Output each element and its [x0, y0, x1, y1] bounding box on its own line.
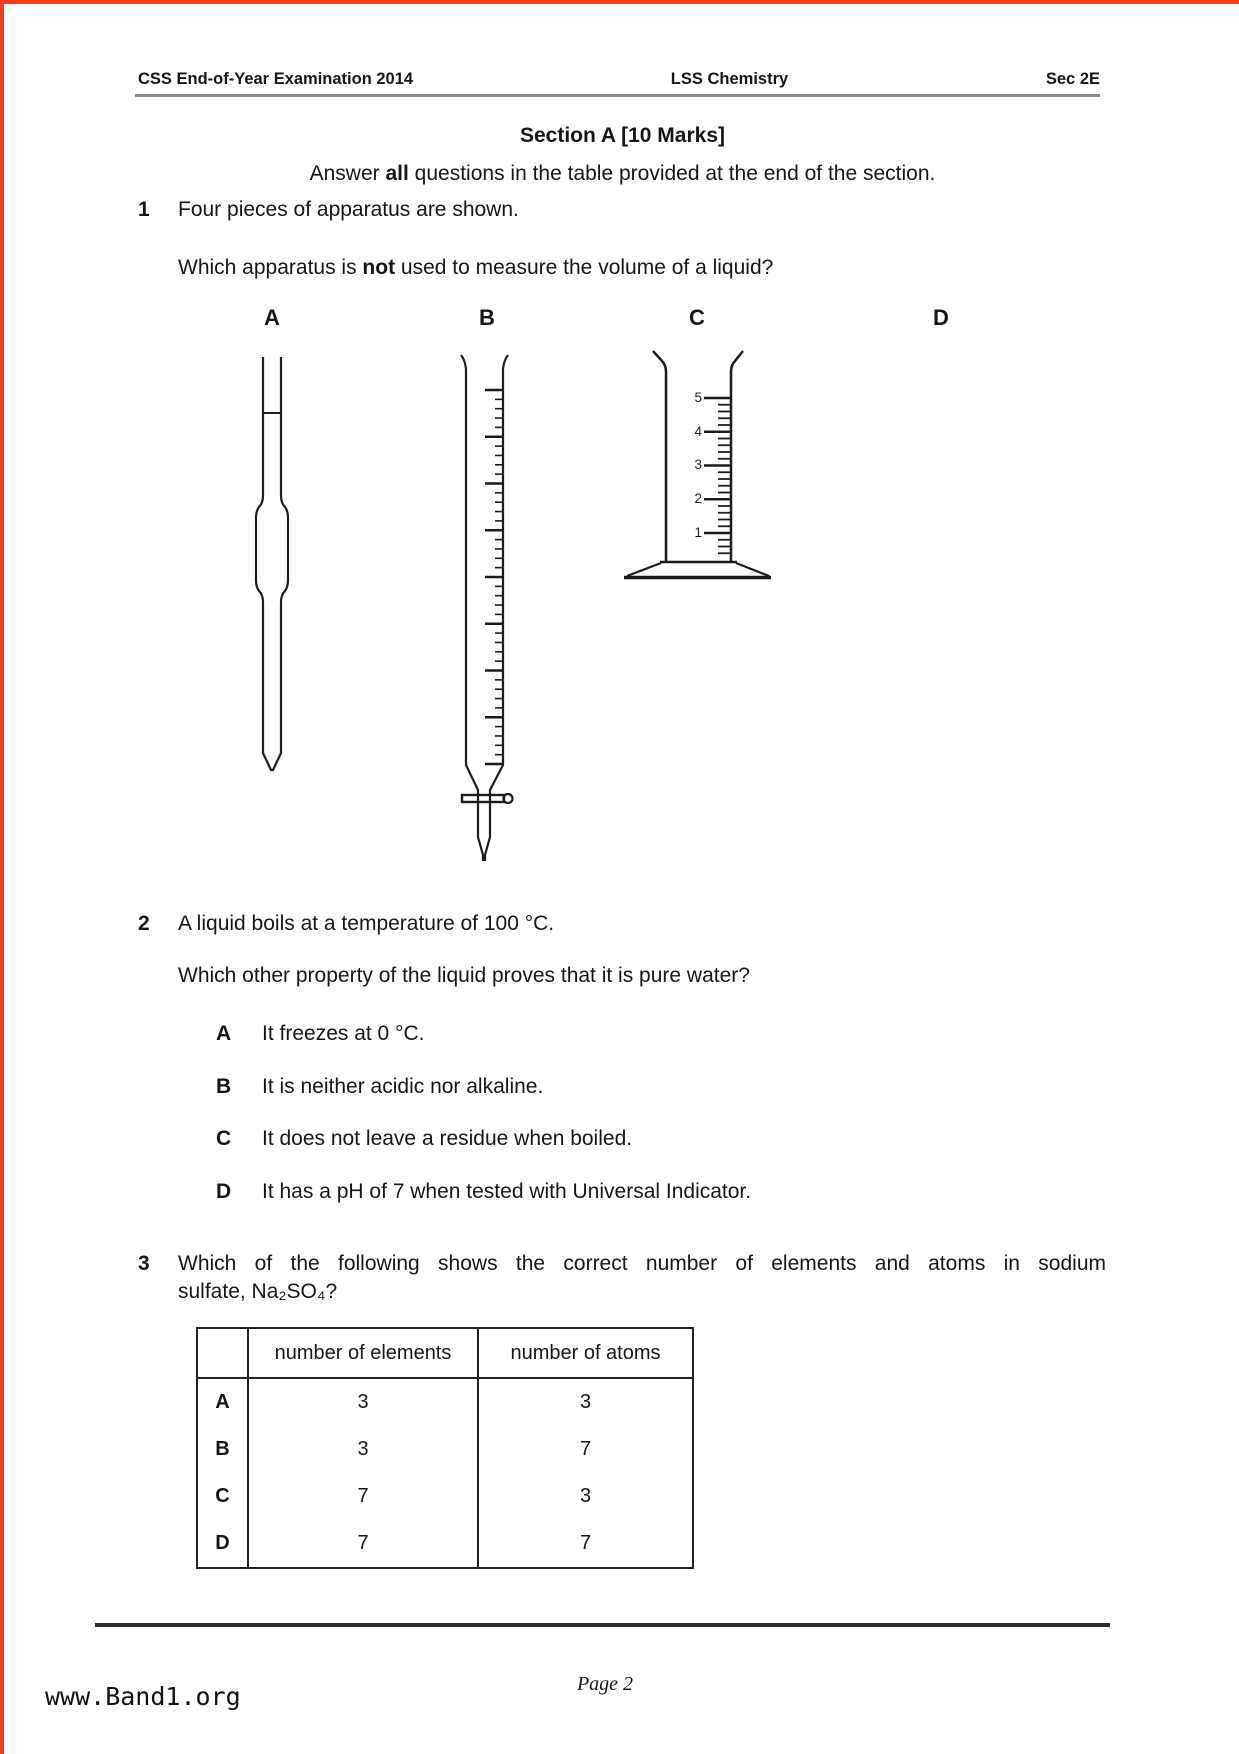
table-row-b-letter: B [215, 1438, 230, 1460]
cylinder-scale-5: 5 [694, 390, 702, 405]
header-divider [135, 94, 1100, 97]
table-header-atoms: number of atoms [477, 1329, 692, 1379]
q2-option-d-letter: D [216, 1180, 232, 1203]
cylinder-base-sides [627, 563, 769, 576]
table-corner-cell [198, 1329, 247, 1379]
table-header-elements: number of elements [247, 1329, 477, 1379]
page-number: Page 2 [576, 1673, 634, 1695]
apparatus-label-a: A [264, 305, 280, 330]
table-row-a-letter: A [215, 1391, 230, 1413]
burette-stopcock [462, 795, 504, 802]
page-edge-left-accent [0, 0, 4, 1754]
table-row-b-elements: 3 [247, 1426, 477, 1473]
table-row-c-atoms: 3 [477, 1473, 692, 1520]
q2-number: 2 [138, 912, 150, 935]
burette-left-wall [461, 355, 483, 861]
q3-text-line1: Which of the following shows the correct number of elements and atoms in sodium [178, 1252, 1106, 1275]
header-subject: LSS Chemistry [670, 70, 789, 88]
footer-divider [95, 1623, 1110, 1627]
pipette-left-wall [256, 357, 272, 771]
q2-option-a-text: It freezes at 0 °C. [262, 1022, 425, 1045]
page-header [138, 70, 1100, 89]
cylinder-right-wall [731, 351, 743, 561]
cylinder-left-wall [653, 351, 666, 561]
header-exam-title: CSS End-of-Year Examination 2014 [138, 70, 414, 88]
table-row-d-elements: 7 [247, 1520, 477, 1567]
section-title: Section A [10 Marks] [519, 124, 725, 147]
cylinder-scale-1: 1 [694, 525, 702, 540]
table-row-b-atoms: 7 [477, 1426, 692, 1473]
table-row-d-letter: D [215, 1532, 230, 1554]
cylinder-scale-3: 3 [694, 457, 702, 472]
page-edge-top-accent [0, 0, 1239, 4]
table-row-c-elements: 7 [247, 1473, 477, 1520]
table-row-a-elements: 3 [247, 1379, 477, 1426]
pipette-drawing [255, 350, 291, 780]
cylinder-scale-4: 4 [694, 424, 702, 439]
q2-question: Which other property of the liquid proves that it is pure water? [178, 964, 750, 987]
burette-drawing [452, 350, 516, 865]
q2-option-c-text: It does not leave a residue when boiled. [262, 1127, 633, 1150]
table-row-d-atoms: 7 [477, 1520, 692, 1567]
q3-text-line2: sulfate, Na₂SO₄? [178, 1280, 338, 1303]
q3-table [196, 1327, 694, 1569]
section-instruction: Answer all questions in the table provided at the end of the section. [309, 162, 936, 185]
table-row-a-atoms: 3 [477, 1379, 692, 1426]
q1-text: Four pieces of apparatus are shown. [178, 198, 519, 221]
burette-right-wall [485, 355, 508, 861]
pipette-right-wall [273, 357, 289, 771]
q3-number: 3 [138, 1252, 150, 1275]
q2-option-b-text: It is neither acidic nor alkaline. [262, 1075, 544, 1098]
header-class: Sec 2E [1045, 70, 1100, 88]
q2-text: A liquid boils at a temperature of 100 °C. [178, 912, 555, 935]
apparatus-label-d: D [933, 305, 949, 330]
apparatus-label-c: C [689, 305, 705, 330]
q2-option-c-letter: C [216, 1127, 232, 1150]
q2-option-b-letter: B [216, 1075, 232, 1098]
q1-number: 1 [138, 198, 150, 221]
table-row-c-letter: C [215, 1485, 230, 1507]
cylinder-scale-2: 2 [694, 491, 702, 506]
q1-question: Which apparatus is not used to measure the volume of a liquid? [178, 256, 774, 279]
q2-option-d-text: It has a pH of 7 when tested with Universal Indicator. [262, 1180, 752, 1203]
q2-option-a-letter: A [216, 1022, 232, 1045]
apparatus-label-b: B [479, 305, 495, 330]
site-watermark: www.Band1.org [45, 1682, 241, 1711]
